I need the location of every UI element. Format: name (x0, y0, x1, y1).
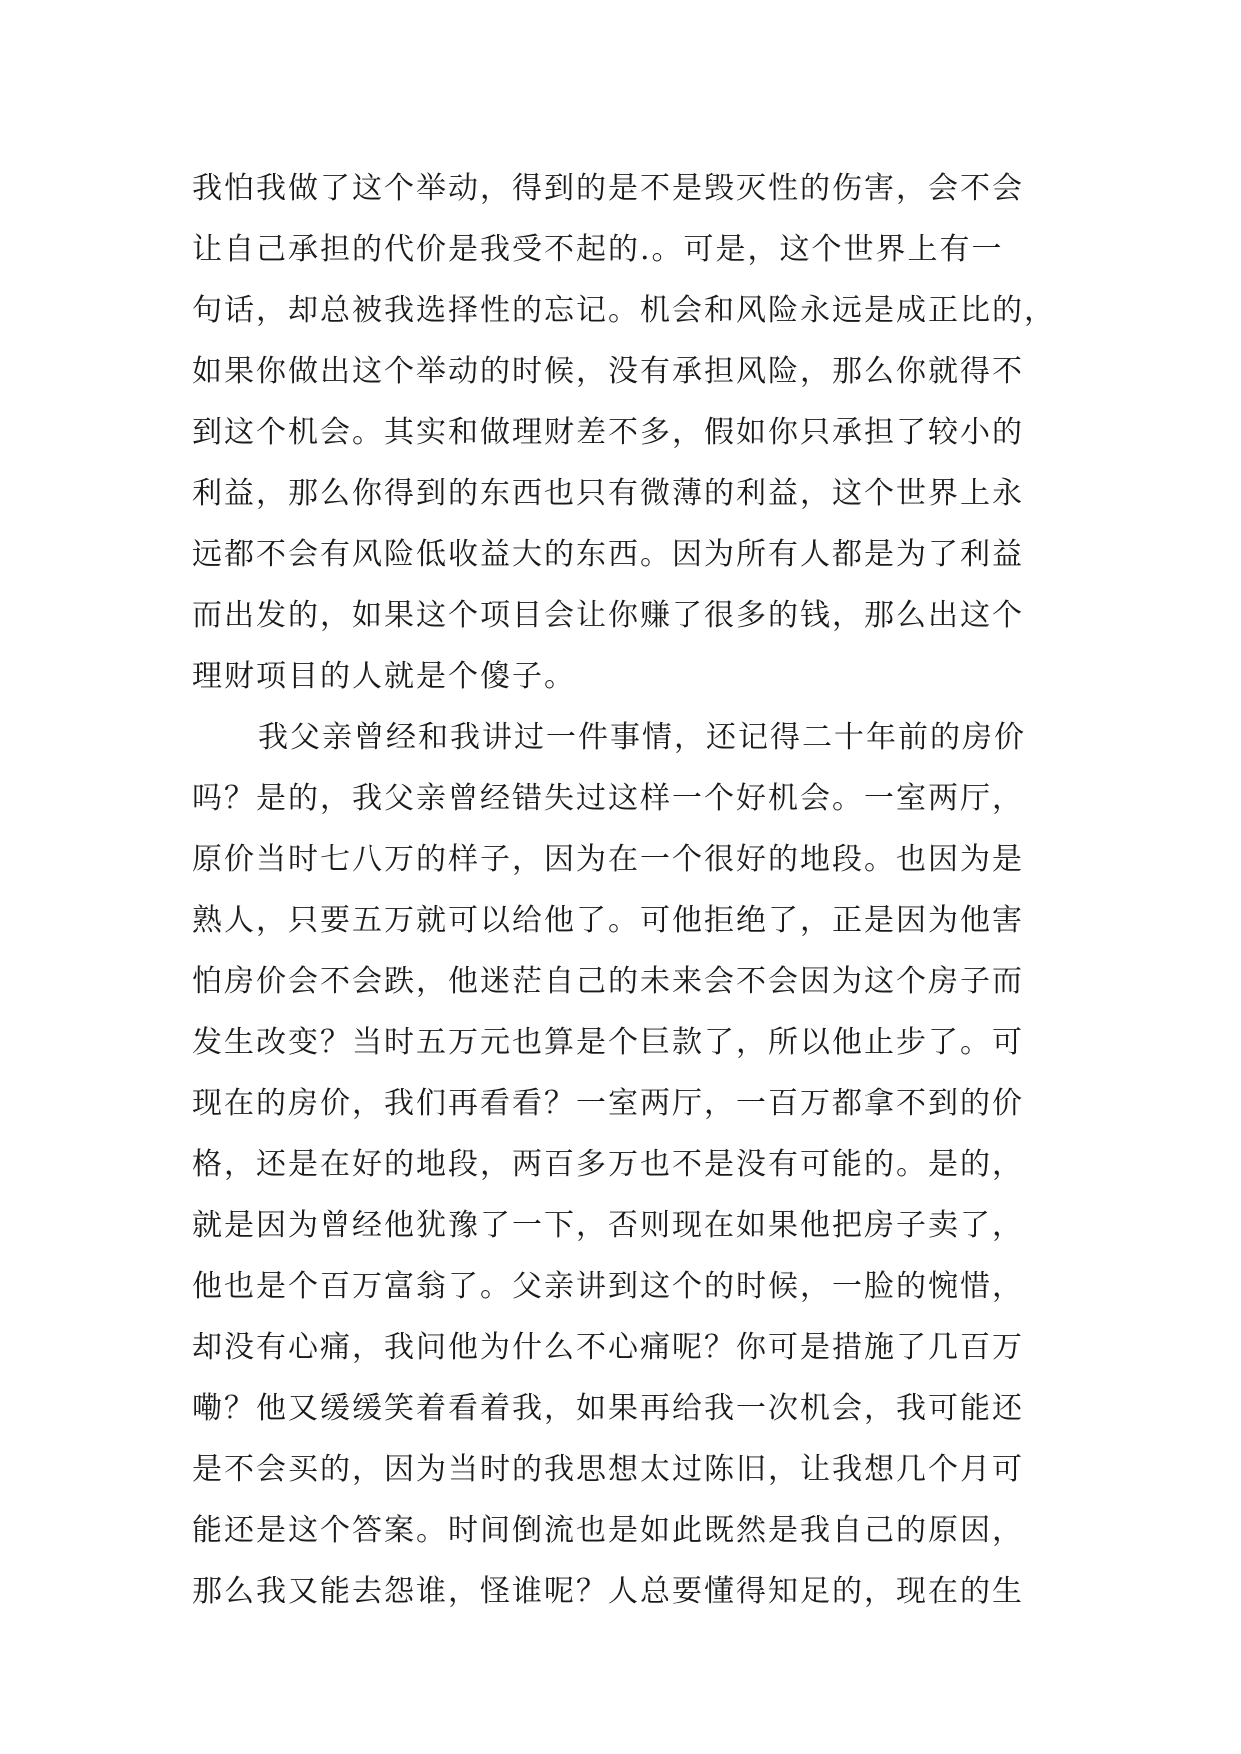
document-body (192, 158, 1057, 1622)
text-line: 是不会买的，因为当时的我思想太过陈旧，让我想几个月可 (192, 1452, 1024, 1487)
paragraph-1 (192, 158, 1057, 707)
text-line: 远都不会有风险低收益大的东西。因为所有人都是为了利益 (192, 537, 1024, 572)
text-line: 现在的房价，我们再看看？一室两厅，一百万都拿不到的价 (192, 1086, 1024, 1121)
text-line: 到这个机会。其实和做理财差不多，假如你只承担了较小的 (192, 415, 1024, 450)
text-line: 利益，那么你得到的东西也只有微薄的利益，这个世界上永 (192, 476, 1024, 511)
text-line: 熟人，只要五万就可以给他了。可他拒绝了，正是因为他害 (192, 903, 1024, 938)
text-line: 吗？是的，我父亲曾经错失过这样一个好机会。一室两厅， (192, 781, 1024, 816)
text-line: 他也是个百万富翁了。父亲讲到这个的时候，一脸的惋惜， (192, 1269, 1024, 1304)
text-line: 我怕我做了这个举动，得到的是不是毁灭性的伤害，会不会 (192, 171, 1024, 206)
text-line: 句话，却总被我选择性的忘记。机会和风险永远是成正比的， (192, 293, 1056, 328)
text-line: 能还是这个答案。时间倒流也是如此既然是我自己的原因， (192, 1513, 1024, 1548)
text-line: 让自己承担的代价是我受不起的.。可是，这个世界上有一 (192, 232, 1004, 267)
text-line: 而出发的，如果这个项目会让你赚了很多的钱，那么出这个 (192, 598, 1024, 633)
text-line: 怕房价会不会跌，他迷茫自己的未来会不会因为这个房子而 (192, 964, 1024, 999)
text-line: 原价当时七八万的样子，因为在一个很好的地段。也因为是 (192, 842, 1024, 877)
text-line: 我父亲曾经和我讲过一件事情，还记得二十年前的房价 (258, 720, 1026, 755)
text-line: 格，还是在好的地段，两百多万也不是没有可能的。是的， (192, 1147, 1024, 1182)
text-line: 那么我又能去怨谁，怪谁呢？人总要懂得知足的，现在的生 (192, 1574, 1024, 1609)
paragraph-2 (192, 707, 1057, 1622)
text-line: 理财项目的人就是个傻子。 (192, 659, 576, 694)
text-line: 嘞？他又缓缓笑着看着我，如果再给我一次机会，我可能还 (192, 1391, 1024, 1426)
text-line: 就是因为曾经他犹豫了一下，否则现在如果他把房子卖了， (192, 1208, 1024, 1243)
text-line: 如果你做出这个举动的时候，没有承担风险，那么你就得不 (192, 354, 1024, 389)
text-line: 发生改变？当时五万元也算是个巨款了，所以他止步了。可 (192, 1025, 1024, 1060)
text-line: 却没有心痛，我问他为什么不心痛呢？你可是措施了几百万 (192, 1330, 1024, 1365)
